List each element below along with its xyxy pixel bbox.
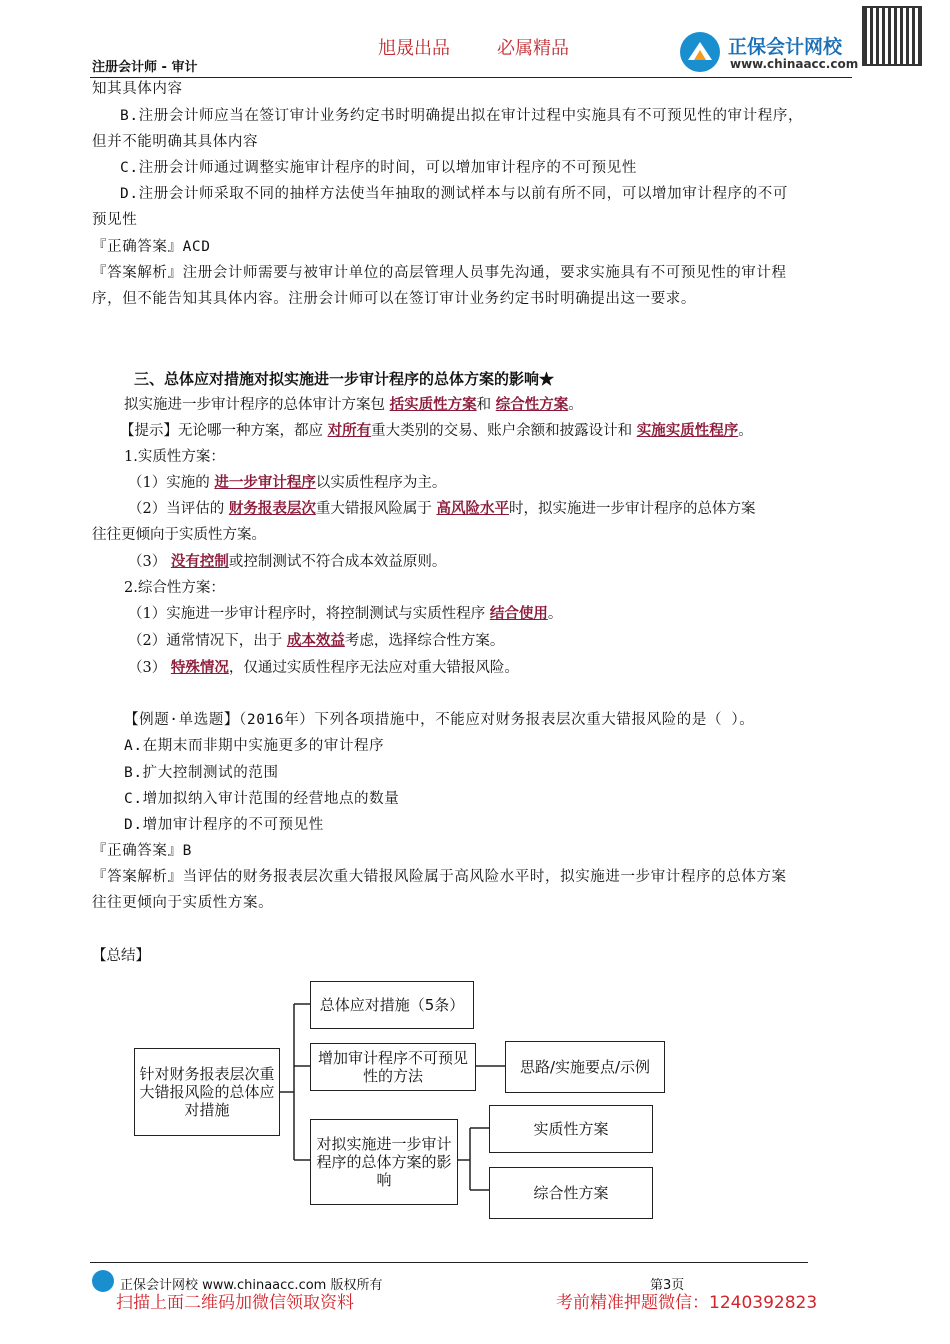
footer-copyright: 正保会计网校 www.chinaacc.com 版权所有	[120, 1278, 383, 1293]
course-title: 注册会计师 - 审计	[92, 60, 198, 75]
answer-explanation-line2: 序，但不能告知其具体内容。注册会计师可以在签订审计业务约定书时明确提出这一要求。	[92, 291, 696, 307]
option-d-line1: D.注册会计师采取不同的抽样方法使当年抽取的测试样本与以前有所不同，可以增加审计程序的不可	[120, 186, 788, 202]
option-c: C.注册会计师通过调整实施审计程序的时间，可以增加审计程序的不可预见性	[120, 160, 637, 176]
keyword: 对所有	[327, 422, 372, 439]
keyword: 括实质性方案	[389, 396, 477, 413]
header-slogan-right: 必属精品	[497, 38, 569, 59]
example-option-d: D.增加审计程序的不可预见性	[124, 817, 324, 833]
keyword: 财务报表层次	[228, 500, 316, 517]
subheading-combined: 2.综合性方案：	[124, 580, 225, 596]
list-text: （1）实施的	[128, 475, 210, 491]
list-text: （2）通常情况下，出于	[128, 633, 283, 649]
example-answer: 『正确答案』B	[92, 843, 192, 859]
promo-left: 扫描上面二维码加微信领取资料	[116, 1293, 354, 1313]
tip-text: 重大类别的交易、账户余额和披露设计和	[371, 423, 633, 439]
list-text: 重大错报风险属于	[315, 501, 432, 517]
logo-url: www.chinaacc.com	[730, 57, 859, 71]
tip-text: 【提示】无论哪一种方案，都应	[120, 423, 323, 439]
example-explanation-line1: 『答案解析』当评估的财务报表层次重大错报风险属于高风险水平时，拟实施进一步审计程序的总体方案	[92, 869, 787, 885]
footer-logo-icon	[92, 1270, 114, 1292]
intro-text: 和	[476, 397, 492, 413]
example-explanation-line2: 往往更倾向于实质性方案。	[92, 895, 274, 911]
diagram-root-node: 针对财务报表层次重大错报风险的总体应对措施	[134, 1048, 280, 1136]
answer-explanation-line1: 『答案解析』注册会计师需要与被审计单位的高层管理人员事先沟通，要求实施具有不可预见性的审计程	[92, 265, 787, 281]
section-heading: 三、总体应对措施对拟实施进一步审计程序的总体方案的影响★	[134, 370, 555, 388]
list-text: （2）当评估的	[128, 501, 225, 517]
list-text: （3）	[128, 660, 167, 676]
correct-answer: 『正确答案』ACD	[92, 239, 211, 255]
option-b-line1: B.注册会计师应当在签订审计业务约定书时明确提出拟在审计过程中实施具有不可预见性的审计程序，	[120, 108, 804, 124]
header-slogan-left: 旭晟出品	[378, 38, 450, 59]
keyword: 进一步审计程序	[214, 474, 316, 491]
example-option-b: B.扩大控制测试的范围	[124, 765, 279, 781]
list-item-continued: 往往更倾向于实质性方案。	[92, 527, 266, 543]
list-text: 时，拟实施进一步审计程序的总体方案	[508, 501, 756, 517]
list-text: （3）	[128, 554, 167, 570]
diagram-node-unpredictability: 增加审计程序不可预见性的方法	[310, 1043, 476, 1091]
list-text: ，仅通过实质性程序无法应对重大错报风险。	[228, 660, 519, 676]
diagram-node-combined: 综合性方案	[489, 1167, 653, 1219]
keyword: 高风险水平	[436, 500, 509, 517]
option-d-line2: 预见性	[92, 212, 138, 228]
keyword: 结合使用	[489, 605, 548, 622]
diagram-node-approach: 思路/实施要点/示例	[505, 1041, 665, 1093]
diagram-node-overall-plan-impact: 对拟实施进一步审计程序的总体方案的影响	[310, 1119, 458, 1205]
tip-text: 。	[738, 423, 753, 439]
list-text: 以实质性程序为主。	[315, 475, 447, 491]
list-text: 。	[547, 606, 563, 622]
keyword: 实施实质性程序	[636, 422, 739, 439]
promo-right: 考前精准押题微信：1240392823	[556, 1293, 818, 1313]
keyword: 特殊情况	[170, 659, 229, 676]
example-option-a: A.在期末而非期中实施更多的审计程序	[124, 738, 385, 754]
intro-text: 。	[568, 397, 583, 413]
list-text: （1）实施进一步审计程序时，将控制测试与实质性程序	[128, 606, 486, 622]
keyword: 没有控制	[170, 553, 229, 570]
text-line: 知其具体内容	[92, 81, 183, 97]
diagram-node-overall-measures: 总体应对措施（5条）	[310, 981, 474, 1029]
example-option-c: C.增加拟纳入审计范围的经营地点的数量	[124, 791, 400, 807]
example-question: 【例题·单选题】（2016年）下列各项措施中，不能应对财务报表层次重大错报风险的是（ ）。	[124, 712, 755, 728]
summary-label: 【总结】	[92, 948, 150, 964]
list-text: 或控制测试不符合成本效益原则。	[228, 554, 447, 570]
logo-name: 正保会计网校	[728, 36, 843, 58]
intro-text: 拟实施进一步审计程序的总体审计方案包	[124, 397, 385, 413]
footer-divider	[90, 1262, 808, 1263]
page-number: 第3页	[650, 1278, 685, 1293]
option-b-line2: 但并不能明确其具体内容	[92, 134, 259, 150]
list-text: 考虑，选择综合性方案。	[344, 633, 505, 649]
diagram-node-substantive: 实质性方案	[489, 1105, 653, 1153]
subheading-substantive: 1.实质性方案：	[124, 449, 225, 465]
keyword: 成本效益	[286, 632, 345, 649]
keyword: 综合性方案	[495, 396, 569, 413]
